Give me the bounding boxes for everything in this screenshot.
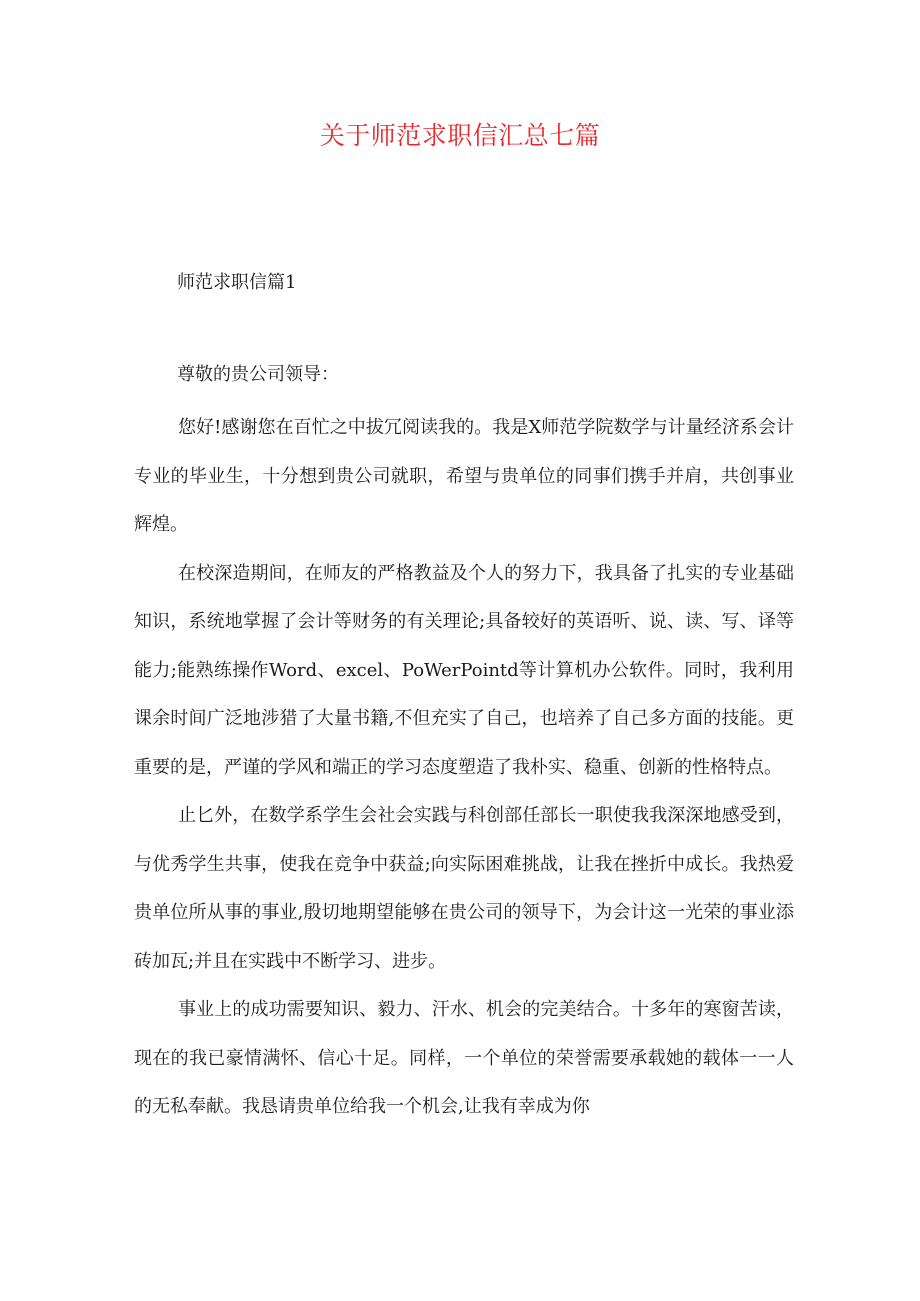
paragraph-3: 止匕外，在数学系学生会社会实践与科创部任部长一职使我我深深地感受到，与优秀学生共事，使我在竞争中获益;向实际困难挑战，让我在挫折中成长。我热爱贵单位所从事的事业,殷切地期望能够在贵公司的领导下，为会计这一光荣的事业添砖加瓦;并且在实践中不断学习、进步。 [134, 805, 794, 972]
paragraph-2: 在校深造期间，在师友的严格教益及个人的努力下，我具备了扎实的专业基础知识，系统地掌握了会计等财务的有关理论;具备较好的英语听、说、读、写、译等能力;能熟练操作Word、excel、PoWerPointd等计算机办公软件。同时，我利用课余时间广泛地涉猎了大量书籍,不但充实了自己，也培养了自己多方面的技能。更重要的是，严谨的学风和端正的学习态度塑造了我朴实、稳重、创新的性格特点。 [134, 562, 794, 778]
document-title: 关于师范求职信汇总七篇 [319, 121, 601, 150]
section-heading: 师范求职信篇1 [177, 272, 297, 293]
letter-body [134, 404, 794, 1132]
paragraph-4: 事业上的成功需要知识、毅力、汗水、机会的完美结合。十多年的寒窗苦读，现在的我已豪情满怀、信心十足。同样，一个单位的荣誉需要承载她的载体一一人的无私奉献。我恳请贵单位给我一个机会,让我有幸成为你 [134, 999, 794, 1117]
salutation: 尊敬的贵公司领导： [177, 364, 339, 385]
paragraph-1: 您好!感谢您在百忙之中拔冗阅读我的。我是X师范学院数学与计量经济系会计专业的毕业生，十分想到贵公司就职，希望与贵单位的同事们携手并肩，共创事业辉煌。 [134, 417, 794, 535]
